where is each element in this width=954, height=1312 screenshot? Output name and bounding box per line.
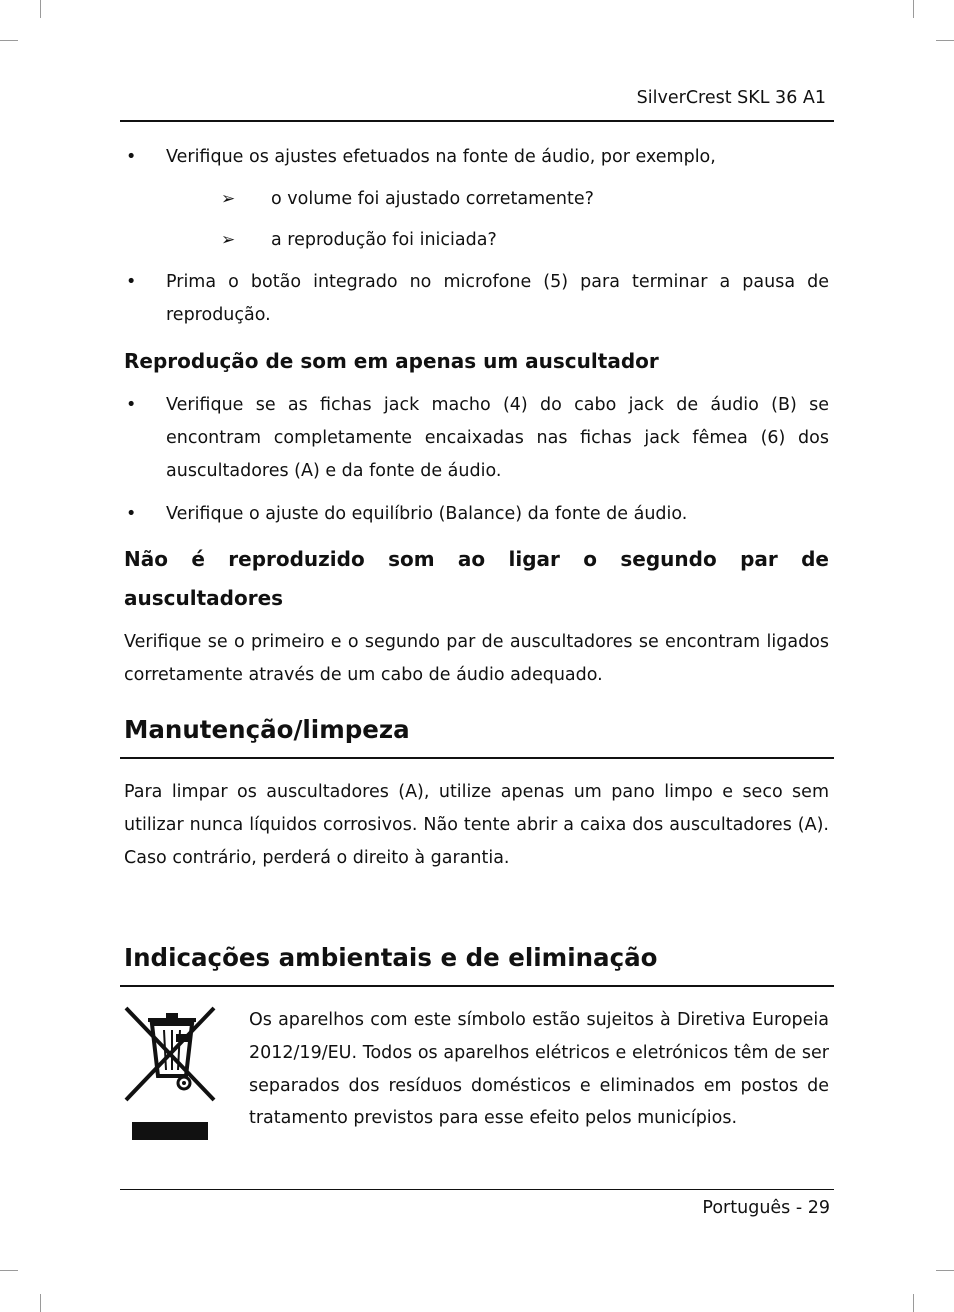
heading-maintenance: Manutenção/limpeza (124, 715, 410, 744)
heading-environment: Indicações ambientais e de eliminação (124, 943, 658, 972)
section-rule (120, 757, 834, 759)
bullet-dot: • (126, 395, 137, 415)
arrow-bullet-icon: ➢ (221, 230, 236, 250)
bullet-dot: • (126, 147, 137, 167)
arrow-bullet-icon: ➢ (221, 189, 236, 209)
sub-list-item (221, 224, 821, 257)
crop-mark (913, 0, 914, 18)
list-item (124, 266, 829, 332)
crop-mark (936, 1270, 954, 1271)
sub-item-text: a reprodução foi iniciada? (271, 230, 497, 250)
crop-mark (913, 1294, 914, 1312)
section-heading (124, 540, 829, 618)
crop-mark (40, 0, 41, 18)
crop-mark (936, 40, 954, 41)
weee-crossed-bin-icon (122, 1004, 218, 1144)
bullet-dot: • (126, 504, 137, 524)
sub-item-text: o volume foi ajustado corretamente? (271, 189, 594, 209)
section-heading (124, 342, 829, 381)
environment-paragraph: Os aparelhos com este símbolo estão sujeitos à Diretiva Europeia 2012/19/EU. Todos os aparelhos elétricos e eletrónicos têm de ser separados dos resíduos domésticos e eliminados em postos de tratamento previstos para esse efeito pelos municípios. (249, 1010, 829, 1129)
bullet-text: Verifique o ajuste do equilíbrio (Balance) da fonte de áudio. (166, 504, 688, 524)
heading-second-pair: Não é reproduzido som ao ligar o segundo par de auscultadores (124, 547, 829, 610)
maintenance-paragraph: Para limpar os auscultadores (A), utilize apenas um pano limpo e seco sem utilizar nunca líquidos corrosivos. Não tente abrir a caixa dos auscultadores (A). Caso contrário, perderá o direito à garantia. (124, 782, 829, 868)
bullet-text: Prima o botão integrado no microfone (5) para terminar a pausa de reprodução. (166, 272, 829, 325)
crop-mark (40, 1294, 41, 1312)
crop-mark (0, 40, 18, 41)
header-rule (120, 120, 834, 122)
bullet-text: Verifique se as fichas jack macho (4) do cabo jack de áudio (B) se encontram completamente encaixadas nas fichas jack fêmea (6) dos auscultadores (A) e da fonte de áudio. (166, 395, 829, 481)
page-header-title: SilverCrest SKL 36 A1 (636, 88, 826, 108)
heading-one-ear: Reprodução de som em apenas um auscultador (124, 349, 659, 373)
list-item (124, 498, 829, 531)
bullet-text: Verifique os ajustes efetuados na fonte de áudio, por exemplo, (166, 147, 716, 167)
section-rule (120, 985, 834, 987)
footer-rule (120, 1189, 834, 1190)
page-number: Português - 29 (702, 1198, 830, 1218)
sub-list-item (221, 183, 821, 216)
list-item (124, 389, 829, 488)
crop-mark (0, 1270, 18, 1271)
bullet-dot: • (126, 272, 137, 292)
second-pair-paragraph: Verifique se o primeiro e o segundo par de auscultadores se encontram ligados corretamente através de um cabo de áudio adequado. (124, 632, 829, 685)
list-item (124, 141, 829, 174)
